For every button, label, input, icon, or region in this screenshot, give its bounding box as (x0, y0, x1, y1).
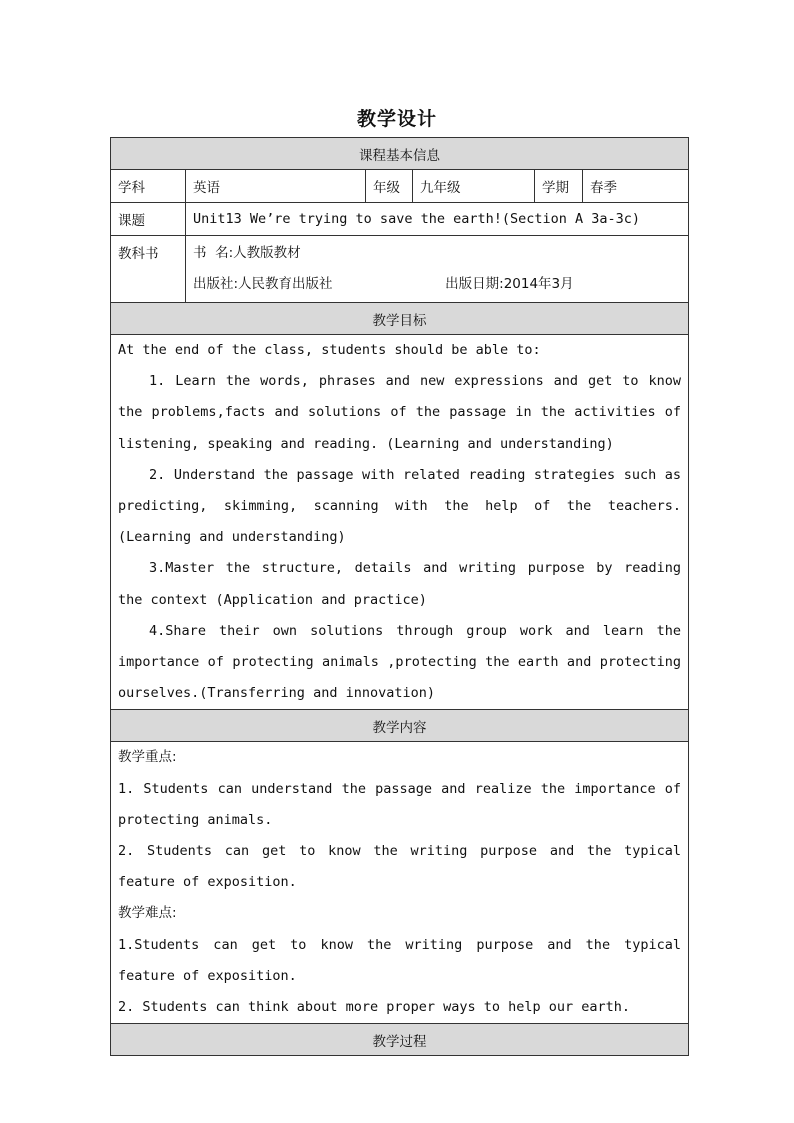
content-row (111, 742, 689, 1024)
textbook-row (111, 236, 689, 303)
objectives-intro: At the end of the class, students should be able to: (118, 342, 541, 358)
topic-row (111, 203, 689, 236)
subject-value: 英语 (186, 170, 366, 203)
topic-label: 课题 (111, 203, 186, 236)
lesson-plan-table (110, 137, 689, 1056)
textbook-details (186, 236, 689, 303)
difficult-points-label: 教学难点: (118, 905, 177, 922)
term-value: 春季 (583, 170, 689, 203)
publisher: 出版社:人民教育出版社 (193, 276, 333, 292)
objectives-body (111, 335, 689, 710)
objective-item: 1. Learn the words, phrases and new expressions and get to know the problems,facts and solutions of the passage in the activities of listening, speaking and reading. (Learning and understanding) (118, 373, 681, 452)
subject-label: 学科 (111, 170, 186, 203)
textbook-label: 教科书 (111, 236, 186, 303)
section-header-objectives (111, 303, 689, 335)
book-name: 书 名:人教版教材 (193, 245, 301, 261)
publisher-line (193, 269, 681, 300)
info-row (111, 170, 689, 203)
document-title: 教学设计 (356, 108, 437, 130)
section-header-basic-info (111, 138, 689, 170)
section-title: 课程基本信息 (111, 138, 689, 170)
section-title: 教学过程 (111, 1024, 689, 1056)
key-points-label: 教学重点: (118, 749, 177, 766)
section-header-process (111, 1024, 689, 1056)
key-point-item: 2. Students can get to know the writing purpose and the typical feature of exposition. (118, 843, 681, 891)
grade-value: 九年级 (413, 170, 535, 203)
objectives-row (111, 335, 689, 710)
objective-item: 4.Share their own solutions through group work and learn the importance of protecting animals ,protecting the earth and protecting ourselves.(Transferring and innovation) (118, 622, 681, 702)
content-body (111, 742, 689, 1024)
section-title: 教学内容 (111, 710, 689, 742)
objective-item: 2. Understand the passage with related reading strategies such as predicting, skimming, scanning with the help of the teachers. (Learning and understanding) (118, 466, 681, 546)
difficult-point-item: 1.Students can get to know the writing purpose and the typical feature of exposition. (118, 936, 681, 984)
topic-value: Unit13 We’re trying to save the earth!(Section A 3a-3c) (186, 203, 689, 236)
objective-item: 3.Master the structure, details and writing purpose by reading the context (Application and practice) (118, 560, 681, 608)
key-point-item: 1. Students can understand the passage and realize the importance of protecting animals. (118, 780, 681, 828)
section-header-content (111, 710, 689, 742)
difficult-point-item: 2. Students can think about more proper ways to help our earth. (118, 999, 631, 1016)
term-label: 学期 (535, 170, 583, 203)
section-title: 教学目标 (111, 303, 689, 335)
grade-label: 年级 (366, 170, 413, 203)
publication-date: 出版日期:2014年3月 (445, 276, 574, 292)
